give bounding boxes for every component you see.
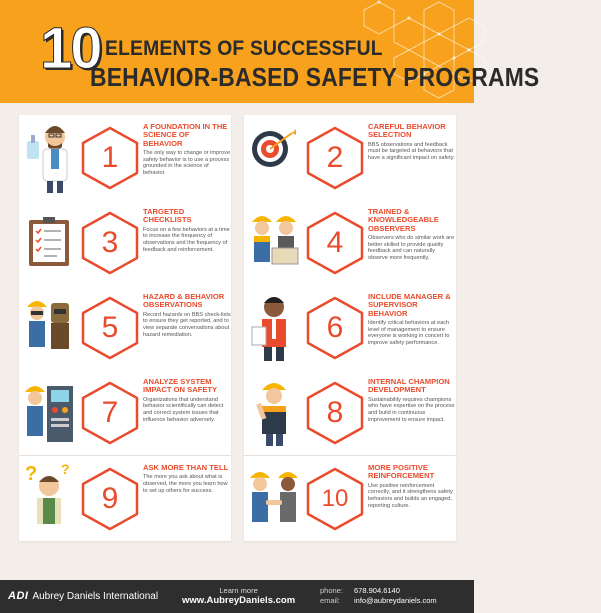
- workers-icon: [248, 204, 302, 280]
- scientist-icon: [23, 119, 77, 195]
- learn-more-label: Learn more: [219, 586, 258, 595]
- title-line-1: ELEMENTS OF SUCCESSFUL: [104, 37, 383, 60]
- element-number: 9: [101, 482, 119, 515]
- question-icon: [23, 460, 77, 536]
- element-description: Organizations that understand behavior scientifically can detect and correct system issues that influence behavior adversely.: [143, 396, 224, 423]
- element-title: HAZARD & BEHAVIOR OBSERVATIONS: [143, 292, 225, 310]
- element-title: ASK MORE THAN TELL: [143, 463, 229, 472]
- element-title: TRAINED & KNOWLEDGEABLE OBSERVERS: [368, 207, 439, 233]
- element-card-2: [244, 115, 456, 200]
- element-number: 10: [321, 485, 349, 512]
- champion-icon: [248, 374, 302, 450]
- email-link[interactable]: info@aubreydaniels.com: [354, 596, 437, 605]
- website-link[interactable]: www.AubreyDaniels.com: [182, 595, 296, 606]
- element-card-10: [244, 456, 456, 541]
- title-line-2: BEHAVIOR-BASED SAFETY PROGRAMS: [90, 62, 540, 92]
- brand-name: Aubrey Daniels International: [32, 590, 159, 602]
- element-title: ANALYZE SYSTEM IMPACT ON SAFETY: [143, 377, 218, 395]
- brand-mark: ADI: [8, 590, 29, 602]
- svg-text:?: ?: [25, 463, 38, 485]
- element-number: 6: [326, 311, 344, 344]
- element-number: 3: [101, 226, 119, 259]
- element-title: INCLUDE MANAGER & SUPERVISOR BEHAVIOR: [368, 292, 451, 318]
- hexagon-number-badge: [304, 210, 366, 276]
- element-description: Use positive reinforcement correctly, and it strengthens safety behaviors and builds an engaged, reporting culture.: [368, 482, 453, 509]
- hexagon-number-badge: [79, 466, 141, 532]
- element-description: Identify critical behaviors at each level of management to ensure everyone is working in concert to improve safety performance.: [368, 320, 450, 346]
- contact-info: [320, 586, 437, 606]
- hexagon-number-badge: [304, 295, 366, 361]
- element-card-8: [244, 370, 456, 455]
- email-label: email:: [320, 596, 341, 605]
- hexagon-number-badge: [304, 380, 366, 446]
- element-title: INTERNAL CHAMPION DEVELOPMENT: [368, 377, 450, 395]
- phone-number[interactable]: 678.904.6140: [354, 586, 400, 595]
- element-title: MORE POSITIVE REINFORCEMENT: [368, 463, 435, 481]
- element-number: 4: [326, 226, 344, 259]
- hexagon-number-badge: [79, 210, 141, 276]
- element-title: TARGETED CHECKLISTS: [143, 207, 192, 225]
- welder-icon: [23, 289, 77, 365]
- element-description: Focus on a few behaviors at a time to increase the frequency of observations and the frequency of feedback and reinforcement.: [143, 226, 230, 253]
- phone-label: phone:: [320, 586, 343, 595]
- element-title: A FOUNDATION IN THE SCIENCE OF BEHAVIOR: [143, 122, 228, 148]
- element-card-5: [19, 285, 231, 370]
- element-description: The more you ask about what is observed, the more you learn how to set up others for success.: [143, 474, 228, 494]
- element-description: Record hazards on BBS check-lists to ensure they get reported, and to view separate conversations about hazard remediation.: [143, 311, 231, 338]
- element-card-9: [19, 456, 231, 541]
- hexagon-number-badge: [79, 125, 141, 191]
- element-card-3: [19, 200, 231, 285]
- hexagon-number-badge: [79, 380, 141, 446]
- element-number: 1: [101, 141, 119, 174]
- element-description: Sustainability requires champions who have expertise on the process and build in continuous improvement to ensure impact.: [368, 396, 455, 423]
- element-card-1: [19, 115, 231, 200]
- element-card-4: [244, 200, 456, 285]
- manager-icon: [248, 289, 302, 365]
- element-description: The only way to change or improve safety behavior is to use a process grounded in the science of behavior.: [143, 150, 231, 176]
- element-description: BBS observations and feedback must be targeted at behaviors that have a significant impact on safety.: [368, 141, 455, 161]
- element-title: CAREFUL BEHAVIOR SELECTION: [368, 122, 446, 140]
- control-panel-icon: [23, 374, 77, 450]
- element-card-6: [244, 285, 456, 370]
- hexagon-number-badge: [304, 125, 366, 191]
- element-number: 8: [326, 396, 344, 429]
- learn-more: [182, 586, 295, 606]
- checklist-icon: [23, 204, 77, 280]
- handshake-icon: [248, 460, 302, 536]
- element-card-7: [19, 370, 231, 455]
- hexagon-number-badge: [79, 295, 141, 361]
- element-number: 5: [101, 311, 119, 344]
- title-number: 10: [40, 16, 101, 81]
- target-icon: [248, 119, 302, 195]
- element-number: 2: [326, 141, 344, 174]
- element-number: 7: [101, 396, 119, 429]
- brand-logo[interactable]: [8, 590, 158, 602]
- svg-text:?: ?: [61, 461, 70, 477]
- hexagon-number-badge: [304, 466, 366, 532]
- header-banner: [0, 0, 540, 103]
- footer: [0, 580, 474, 613]
- element-description: Observers who do similar work are better skilled to provide quality feedback and can naturally observe more frequently.: [368, 235, 455, 261]
